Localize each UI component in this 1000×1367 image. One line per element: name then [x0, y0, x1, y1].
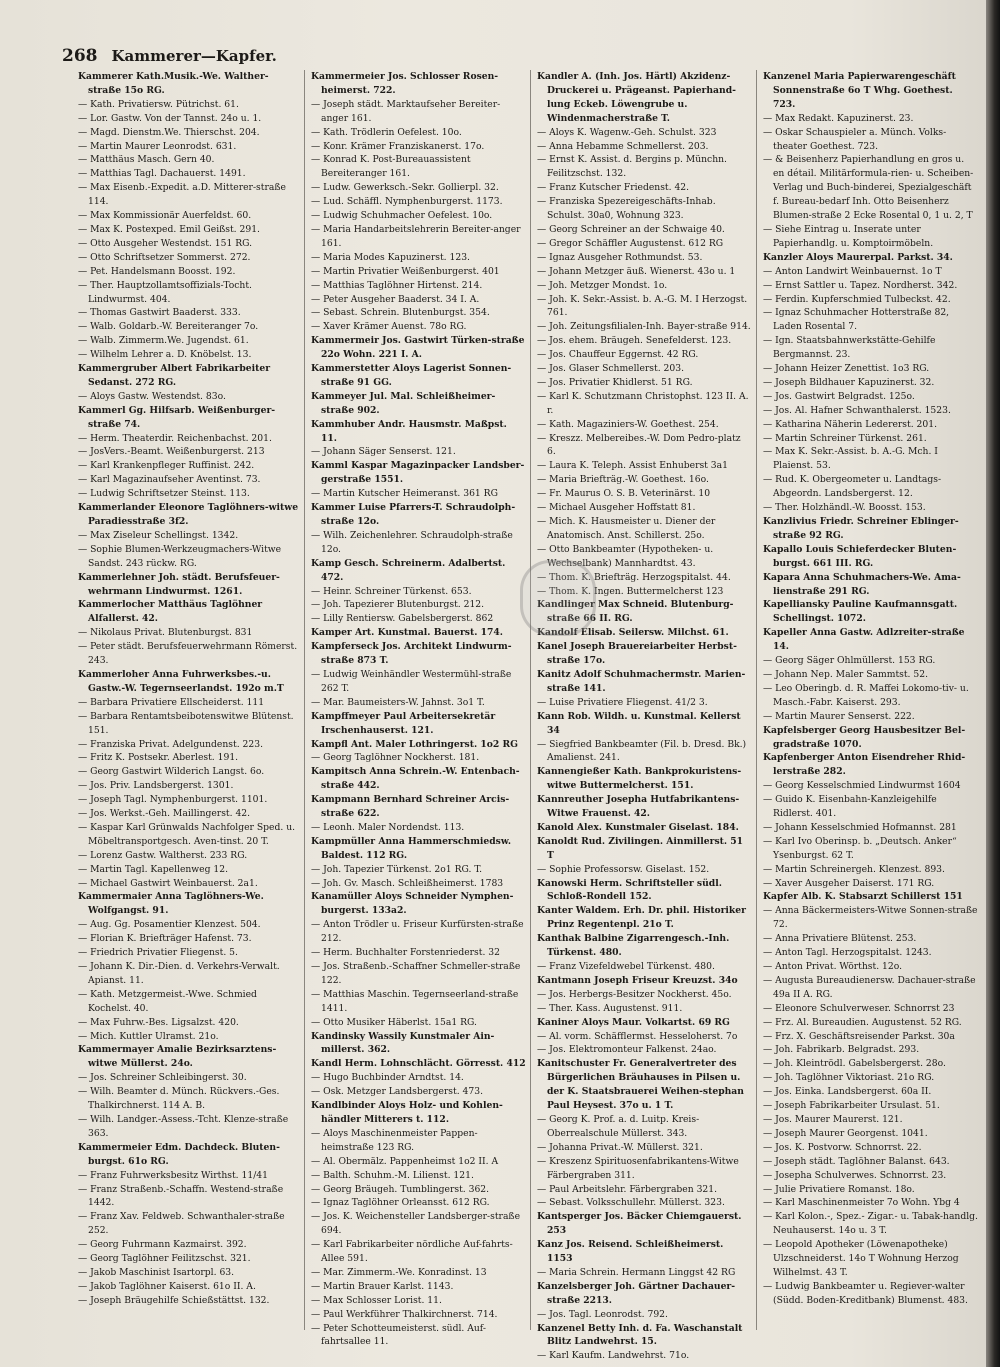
directory-entry: — Ther. Hauptzollamtsoffizials-Tocht. Lindwurmst. 404. — [78, 279, 252, 305]
directory-entry: — Wilh. Landger.-Assess.-Tcht. Klenze-straße 363. — [78, 1113, 289, 1139]
directory-entry: — Joh. Gv. Masch. Schleißheimerst. 1783 — [311, 877, 504, 889]
directory-entry: — Friedrich Privatier Fliegenst. 5. — [78, 947, 238, 959]
directory-entry: — Georg Taglöhner Feilitzschst. 321. — [78, 1253, 251, 1265]
directory-entry: — Wilh. Zeichenlehrer. Schraudolph-straße 12o. — [311, 529, 513, 555]
directory-entry: — Franziska Spezereigeschäfts-Inhab. Schulst. 30a0, Wohnung 323. — [537, 196, 716, 222]
directory-entry: — Konr. Krämer Franziskanerst. 17o. — [311, 140, 485, 152]
directory-entry: — Ignaz Schuhmacher Hotterstraße 82, Laden Rosental 7. — [763, 307, 950, 333]
directory-entry: — Otto Ausgeher Westendst. 151 RG. — [78, 237, 253, 249]
directory-entry: — Wilh. Beamter d. Münch. Rückvers.-Ges. Thalkirchnerst. 114 A. B. — [78, 1086, 280, 1112]
directory-entry: Kandolf Elisab. Seilersw. Milchst. 61. — [537, 627, 729, 639]
directory-entry: — Joseph Maurer Georgenst. 1041. — [763, 1127, 928, 1139]
directory-entry: — Martin Schreiner Türkenst. 261. — [763, 432, 927, 444]
directory-entry: — Otto Musiker Häberlst. 15a1 RG. — [311, 1016, 477, 1028]
directory-entry: — Joh. Tapezier Türkenst. 2o1 RG. T. — [311, 863, 483, 875]
directory-entry: — Georg Taglöhner Nockherst. 181. — [311, 752, 480, 764]
directory-entry: — Kreszz. Melbereibes.-W. Dom Pedro-platz 6. — [537, 432, 741, 458]
directory-entry: Kammerlander Eleonore Taglöhners-witwe Paradiesstraße 3f2. — [78, 502, 299, 527]
directory-entry: Kampmann Bernhard Schreiner Arcis-straße 622. — [311, 794, 510, 820]
directory-entry: — Mich. Kuttler Ulramst. 21o. — [78, 1030, 219, 1042]
directory-entry: — Joh. Kleintrödl. Gabelsbergerst. 28o. — [763, 1058, 946, 1070]
directory-entry: — Georg Schreiner an der Schwaige 40. — [537, 223, 725, 235]
directory-entry: — Jos. Tagl. Leonrodst. 792. — [537, 1308, 668, 1320]
directory-entry: Kamp Gesch. Schreinerm. Adalbertst. 472. — [311, 557, 506, 583]
directory-entry: Kammhuber Andr. Hausmstr. Maßpst. 11. — [311, 418, 507, 444]
directory-entry: — Karl Kaufm. Landwehrst. 71o. — [537, 1350, 690, 1362]
directory-entry: — Lorenz Gastw. Waltherst. 233 RG. — [78, 849, 248, 861]
directory-entry: — Paul Arbeitslehr. Färbergraben 321. — [537, 1183, 718, 1195]
directory-entry: Kammerstetter Aloys Lagerist Sonnen-straße 91 GG. — [311, 363, 512, 388]
directory-entry: — Franziska Privat. Adelgundenst. 223. — [78, 738, 263, 750]
directory-entry: — Laura K. Teleph. Assist Enhuberst 3a1 — [537, 460, 728, 472]
directory-entry: — & Beisenherz Papierhandlung en gros u. en détail. Militärformula-rien- u. Scheiben-Verlag und Buch-binderei, Spezialgeschäft f. Bureau-bedarf Inh. Otto Beisenherz Blumen-straße 2 Ecke Rosental 0, 1 u. 2, T — [763, 154, 974, 222]
directory-entry: Kammermeier Jos. Schlosser Rosen-heimerst. 722. — [311, 71, 499, 96]
directory-entry: Kannreuther Josepha Hutfabrikantens-Witwe Frauenst. 42. — [537, 794, 740, 820]
directory-entry: — Karl Maschinenmeister 7o Wohn. Ybg 4 — [763, 1197, 960, 1209]
directory-entry: Kampffmeyer Paul Arbeitersekretär Irschenhauserst. 121. — [311, 710, 496, 736]
directory-entry: — Joseph Tagl. Nymphenburgerst. 1101. — [78, 794, 268, 806]
directory-entry: Kammermeier Edm. Dachdeck. Bluten-burgst. 61o RG. — [78, 1141, 280, 1167]
page-header — [62, 46, 277, 70]
directory-entry: Kanzlivius Friedr. Schreiner Eblinger-straße 92 RG. — [763, 516, 959, 541]
directory-entry: Kannengießer Kath. Bankprokuristens-witwe Buttermelcherst. 151. — [537, 766, 742, 792]
directory-entry: — Osk. Metzger Landsbergerst. 473. — [311, 1086, 483, 1098]
directory-entry: — Martin Brauer Karlst. 1143. — [311, 1280, 454, 1292]
directory-entry: — Sophie Professorsw. Giselast. 152. — [537, 863, 710, 875]
directory-entry: Kandinsky Wassily Kunstmaler Ain-millerst. 362. — [311, 1030, 495, 1056]
directory-entry: — Ludwig Schriftsetzer Steinst. 113. — [78, 488, 250, 500]
directory-entry: — Anton Trödler u. Friseur Kurfürsten-straße 212. — [311, 919, 524, 945]
directory-entry: — Michael Ausgeher Hoffstatt 81. — [537, 502, 696, 514]
directory-entry: Kapara Anna Schuhmachers-We. Ama-lienstraße 291 RG. — [763, 571, 961, 597]
directory-entry: — Karl Kolon.-, Spez.- Zigar.- u. Tabak-handlg. Neuhauserst. 14o u. 3 T. — [763, 1211, 978, 1237]
directory-entry: — Nikolaus Privat. Blutenburgst. 831 — [78, 627, 253, 639]
directory-entry: — Joseph städt. Marktaufseher Bereiter-anger 161. — [311, 98, 501, 124]
directory-entry: — Aug. Gg. Posamentier Klenzest. 504. — [78, 919, 261, 931]
directory-entry: — Johann K. Dir.-Dien. d. Verkehrs-Verwalt. Apianst. 11. — [78, 961, 280, 986]
directory-entry: Kantmann Joseph Friseur Kreuzst. 34o — [537, 974, 738, 986]
directory-entry: — Gregor Schäffler Augustenst. 612 RG — [537, 237, 724, 249]
directory-entry: — Georg Säger Ohlmüllerst. 153 RG. — [763, 655, 936, 667]
directory-entry: — Max Kommissionär Auerfeldst. 60. — [78, 210, 252, 222]
directory-entry: Kanter Waldem. Erh. Dr. phil. Historiker Prinz Regentenpl. 21o T. — [537, 905, 746, 931]
directory-entry: Kampferseck Jos. Architekt Lindwurm-straße 873 T. — [311, 641, 512, 667]
directory-entry: Kamml Kaspar Magazinpacker Landsber-gerstraße 1551. — [311, 460, 525, 486]
directory-entry: — JosVers.-Beamt. Weißenburgerst. 213 — [78, 446, 265, 458]
directory-columns — [78, 70, 984, 1362]
directory-entry: — Joseph städt. Taglöhner Balanst. 643. — [763, 1155, 950, 1167]
directory-entry: Kandlinger Max Schneid. Blutenburg-straße 66 II. RG. — [537, 599, 734, 625]
directory-entry: — Max K. Sekr.-Assist. b. A.-G. Mch. I Plaienst. 53. — [763, 446, 938, 472]
paper-clip-shadow — [520, 560, 596, 636]
directory-entry: — Ernst Sattler u. Tapez. Nordherst. 342. — [763, 279, 958, 291]
directory-entry: Kapeller Anna Gastw. Adlzreiter-straße 14. — [763, 627, 965, 653]
directory-entry: — Frz. X. Geschäftsreisender Parkst. 30a — [763, 1030, 955, 1042]
directory-entry: — Johann Heizer Zenettist. 1o3 RG. — [763, 363, 930, 375]
directory-entry: — Leo Oberingb. d. R. Maffei Lokomo-tiv- u. Masch.-Fabr. Kaiserst. 293. — [763, 682, 969, 708]
directory-entry: Kanz Jos. Reisend. Schleißheimerst. 1153 — [537, 1239, 724, 1265]
directory-entry: — Franz Kutscher Friedenst. 42. — [537, 182, 690, 194]
directory-entry: — Joh. Taglöhner Viktoriast. 21o RG. — [763, 1072, 935, 1084]
directory-entry: — Georg Gastwirt Wilderich Langst. 6o. — [78, 766, 265, 778]
directory-entry: — Max Redakt. Kapuzinerst. 23. — [763, 112, 914, 124]
directory-entry: — Max Fuhrw.-Bes. Ligsalzst. 420. — [78, 1016, 239, 1028]
directory-entry: — Walb. Goldarb.-W. Bereiteranger 7o. — [78, 321, 259, 333]
directory-entry: Kandler A. (Inh. Jos. Härtl) Akzidenz-Druckerei u. Prägeanst. Papierhand-lung Eckeb. Löwengrube u. Windenmacherstraße T. — [537, 71, 736, 124]
directory-entry: — Oskar Schauspieler a. Münch. Volks-theater Goethest. 723. — [763, 126, 947, 152]
directory-entry: — Fritz K. Postsekr. Aberlest. 191. — [78, 752, 239, 764]
directory-entry: — Katharina Näherin Ledererst. 201. — [763, 418, 938, 430]
directory-entry: — Georg K. Prof. a. d. Luitp. Kreis-Oberrealschule Müllerst. 343. — [537, 1113, 700, 1139]
directory-entry: — Joh. Tapezierer Blutenburgst. 212. — [311, 599, 485, 611]
directory-entry: Kanoldt Rud. Zivilingen. Ainmillerst. 51 T — [537, 835, 744, 861]
directory-entry: Kammerl Gg. Hilfsarb. Weißenburger-straße 74. — [78, 404, 276, 430]
directory-entry: — Maria Modes Kapuzinerst. 123. — [311, 251, 470, 263]
directory-entry: Kammer Luise Pfarrers-T. Schraudolph-straße 12o. — [311, 502, 516, 527]
directory-entry: Kanitschuster Fr. Generalvertreter des Bürgerlichen Bräuhauses in Pilsen u. der K. Staatsbrauerei Weihen-stephan Paul Heysest. 37o u. 1 T. — [537, 1058, 744, 1112]
directory-entry: Kapelliansky Pauline Kaufmannsgatt. Schellingst. 1072. — [763, 599, 958, 625]
directory-entry: — Georg Kesselschmied Lindwurmst 1604 — [763, 780, 961, 792]
directory-entry: — Jos. Priv. Landsbergerst. 1301. — [78, 780, 234, 792]
directory-entry: — Al. vorm. Schäfflermst. Hesseloherst. 7o — [537, 1030, 738, 1042]
directory-entry: Kanowski Herm. Schriftsteller südl. Schloß-Rondell 152. — [537, 877, 722, 903]
directory-entry: Kann Rob. Wildh. u. Kunstmal. Kellerst 34 — [537, 710, 741, 736]
directory-entry: — Matthias Maschin. Tegernseerland-straße 1411. — [311, 988, 519, 1014]
directory-entry: — Ernst K. Assist. d. Bergins p. Münchn. Feilitzschst. 132. — [537, 154, 727, 180]
directory-entry: — Luise Privatiere Fliegenst. 41/2 3. — [537, 696, 708, 708]
directory-entry: Kammeyer Jul. Mal. Schleißheimer-straße 902. — [311, 390, 496, 416]
directory-entry: — Heinr. Schreiner Türkenst. 653. — [311, 585, 472, 597]
directory-entry: Kampitsch Anna Schrein.-W. Entenbach-straße 442. — [311, 766, 520, 792]
directory-entry: Kapfer Alb. K. Stabsarzt Schillerst 151 — [763, 891, 963, 903]
directory-entry: Kanel Joseph Brauereiarbeiter Herbst-straße 17o. — [537, 641, 737, 667]
directory-entry: Kampfl Ant. Maler Lothringerst. 1o2 RG — [311, 738, 518, 750]
directory-entry: — Joseph Bräugehilfe Schießstättst. 132. — [78, 1294, 270, 1306]
directory-entry: — Johann Nep. Maler Sammtst. 52. — [763, 668, 928, 680]
directory-entry: — Mich. K. Hausmeister u. Diener der Anatomisch. Anst. Schillerst. 25o. — [537, 516, 716, 541]
directory-entry: Kammermeir Jos. Gastwirt Türken-straße 22o Wohn. 221 I. A. — [311, 335, 525, 361]
page-number: 268 — [62, 46, 98, 66]
directory-entry: Kantsperger Jos. Bäcker Chiemgauerst. 253 — [537, 1211, 742, 1237]
running-title: Kammerer—Kapfer. — [111, 47, 277, 65]
directory-entry: — Franz Vizefeldwebel Türkenst. 480. — [537, 961, 715, 972]
directory-entry: Kampmüller Anna Hammerschmiedsw. Baldest. 112 RG. — [311, 835, 512, 861]
directory-entry: — Aloys Maschinenmeister Pappen-heimstraße 123 RG. — [311, 1127, 478, 1153]
directory-entry: — Ferdin. Kupferschmied Tulbeckst. 42. — [763, 293, 951, 305]
directory-entry: — Thom. K. Briefträg. Herzogspitalst. 44. — [537, 571, 731, 583]
directory-entry: — Mar. Zimmerm.-We. Konradinst. 13 — [311, 1266, 487, 1278]
directory-entry: — Lilly Rentiersw. Gabelsbergerst. 862 — [311, 613, 494, 625]
directory-entry: — Matthias Tagl. Dachauerst. 1491. — [78, 168, 246, 180]
directory-entry: — Jos. ehem. Bräugeh. Senefelderst. 123. — [537, 335, 732, 347]
directory-entry: — Guido K. Eisenbahn-Kanzleigehilfe Ridlerst. 401. — [763, 794, 937, 820]
directory-entry: — Aloys Gastw. Westendst. 83o. — [78, 390, 226, 402]
directory-entry: — Herm. Buchhalter Forstenriederst. 32 — [311, 947, 500, 959]
directory-entry: — Jos. Privatier Khidlerst. 51 RG. — [537, 376, 693, 388]
directory-entry: — Kath. Trödlerin Oefelest. 10o. — [311, 126, 462, 138]
directory-entry: Kammermayer Amalie Bezirksarztens-witwe Müllerst. 24o. — [78, 1044, 277, 1070]
directory-entry: — Martin Maurer Leonrodst. 631. — [78, 140, 237, 152]
book-spine-edge — [986, 0, 1000, 1367]
directory-entry: — Jos. K. Postvorw. Schnorrst. 22. — [763, 1141, 922, 1153]
directory-entry: — Hugo Buchbinder Arndtst. 14. — [311, 1072, 464, 1084]
directory-entry: — Jos. Glaser Schmellerst. 203. — [537, 363, 685, 375]
directory-entry: — Barbara Privatiere Ellscheiderst. 111 — [78, 696, 265, 708]
directory-entry: — Pet. Handelsmann Boosst. 192. — [78, 265, 236, 277]
directory-entry: — Mar. Baumeisters-W. Jahnst. 3o1 T. — [311, 696, 485, 708]
directory-entry: — Barbara Rentamtsbeibotenswitwe Blütenst. 151. — [78, 710, 294, 736]
directory-entry: — Ign. Staatsbahnwerkstätte-Gehilfe Bergmannst. 23. — [763, 335, 936, 361]
directory-entry: — Joseph Fabrikarbeiter Ursulast. 51. — [763, 1100, 940, 1112]
directory-entry: — Max Ziseleur Schellingst. 1342. — [78, 529, 239, 541]
column-2 — [304, 70, 530, 1348]
directory-entry: — Paul Werkführer Thalkirchnerst. 714. — [311, 1308, 498, 1320]
directory-entry: — Kreszenz Spirituosenfabrikantens-Witwe Färbergraben 311. — [537, 1155, 739, 1181]
directory-entry: — Kaspar Karl Grünwalds Nachfolger Sped. u. Möbeltransportgesch. Aven-tinst. 20 T. — [78, 821, 296, 847]
directory-entry: — Johanna Privat.-W. Müllerst. 321. — [537, 1141, 703, 1153]
directory-entry: — Georg Bräugeh. Tumblingerst. 362. — [311, 1183, 490, 1195]
directory-entry: — Franz Straßenb.-Schaffn. Westend-straße 1442. — [78, 1183, 284, 1209]
directory-entry: — Sophie Blumen-Werkzeugmachers-Witwe Sandst. 243 rückw. RG. — [78, 543, 282, 569]
directory-entry: Kandlbinder Aloys Holz- und Kohlen-händler Mitterers t. 112. — [311, 1100, 503, 1125]
directory-entry: — Lor. Gastw. Von der Tannst. 24o u. 1. — [78, 112, 262, 124]
directory-entry: — Johann Kesselschmied Hofmannst. 281 — [763, 821, 957, 833]
directory-entry: — Jos. Werkst.-Geh. Maillingerst. 42. — [78, 808, 251, 820]
directory-entry: — Peter städt. Berufsfeuerwehrmann Römerst. 243. — [78, 641, 298, 667]
directory-entry: — Michael Gastwirt Weinbauerst. 2a1. — [78, 877, 258, 889]
column-3 — [530, 70, 756, 1362]
directory-entry: — Leopold Apotheker (Löwenapotheke) Ulzschneiderst. 14o T Wohnung Herzog Wilhelmst. 43 T. — [763, 1239, 959, 1278]
directory-entry: — Anna Hebamme Schmellerst. 203. — [537, 140, 709, 152]
directory-entry: Kandl Herm. Lohnschlächt. Görresst. 412 — [311, 1058, 526, 1070]
directory-entry: — Franz Fuhrwerksbesitz Wirthst. 11/41 — [78, 1169, 268, 1181]
directory-entry: — Ludwig Bankbeamter u. Regiever-walter (Südd. Boden-Kreditbank) Blumenst. 483. — [763, 1280, 968, 1306]
directory-entry: — Jos. Chauffeur Eggernst. 42 RG. — [537, 349, 699, 361]
directory-entry: Kamper Art. Kunstmal. Bauerst. 174. — [311, 627, 503, 639]
directory-entry: — Frz. Al. Bureaudien. Augustenst. 52 RG. — [763, 1016, 962, 1028]
directory-entry: — Siegfried Bankbeamter (Fil. b. Dresd. Bk.) Amalienst. 241. — [537, 738, 747, 764]
directory-entry: Kammerer Kath.Musik.-We. Walther-straße 15o RG. — [78, 71, 269, 96]
directory-entry: — Kath. Metzgermeist.-Wwe. Schmied Kochelst. 40. — [78, 988, 257, 1014]
directory-entry: — Josepha Schulverwes. Schnorrst. 23. — [763, 1169, 947, 1181]
column-4 — [756, 70, 982, 1330]
directory-entry: — Walb. Zimmerm.We. Jugendst. 61. — [78, 335, 249, 347]
directory-entry: — Jos. Schreiner Schleibingerst. 30. — [78, 1072, 247, 1084]
directory-entry: — Thomas Gastwirt Baaderst. 333. — [78, 307, 241, 319]
directory-entry: — Ludwig Weinhändler Westermühl-straße 262 T. — [311, 668, 512, 694]
directory-entry: — Ignaz Taglöhner Orleansst. 612 RG. — [311, 1197, 490, 1209]
directory-entry: — Jakob Taglöhner Kaiserst. 61o II. A. — [78, 1280, 256, 1292]
directory-entry: Kammergruber Albert Fabrikarbeiter Sedanst. 272 RG. — [78, 363, 271, 388]
directory-entry: — Karl K. Schutzmann Christophst. 123 II. A. r. — [537, 390, 749, 416]
directory-entry: — Balth. Schuhm.-M. Lilienst. 121. — [311, 1169, 474, 1181]
directory-entry: Kammerlocher Matthäus Taglöhner Alfallerst. 42. — [78, 599, 263, 625]
directory-entry: Kanzenel Maria Papierwarengeschäft Sonnenstraße 6o T Whg. Goethest. 723. — [763, 71, 956, 110]
directory-entry: — Anton Privat. Wörthst. 12o. — [763, 961, 903, 972]
column-1 — [78, 70, 304, 1330]
directory-entry: — Lud. Schäffl. Nymphenburgerst. 1173. — [311, 196, 503, 208]
directory-entry: Kammermaier Anna Taglöhners-We. Wolfgangst. 91. — [78, 891, 264, 917]
directory-entry: — Al. Obermälz. Pappenheimst 1o2 II. A — [311, 1155, 499, 1167]
directory-entry: — Jos. Maurer Maurerst. 121. — [763, 1113, 903, 1125]
directory-entry: — Maria Handarbeitslehrerin Bereiter-anger 161. — [311, 223, 521, 249]
directory-entry: — Jakob Maschinist Isartorpl. 63. — [78, 1266, 235, 1278]
directory-entry: Kapallo Louis Schieferdecker Bluten-burgst. 661 III. RG. — [763, 543, 957, 569]
directory-entry: — Karl Magazinaufseher Aventinst. 73. — [78, 474, 261, 486]
directory-entry: — Julie Privatiere Romanst. 18o. — [763, 1183, 915, 1195]
directory-entry: — Max Schlosser Lorist. 11. — [311, 1294, 442, 1306]
directory-entry: — Wilhelm Lehrer a. D. Knöbelst. 13. — [78, 349, 252, 361]
directory-entry: — Aloys K. Wagenw.-Geh. Schulst. 323 — [537, 126, 717, 138]
directory-entry: — Eleonore Schulverweser. Schnorrst 23 — [763, 1002, 955, 1014]
directory-entry: — Florian K. Briefträger Hafenst. 73. — [78, 933, 252, 945]
directory-entry: Kanzenel Betty Inh. d. Fa. Waschanstalt Blitz Landwehrst. 15. — [537, 1322, 743, 1348]
directory-entry: — Anna Bäckermeisters-Witwe Sonnen-straße 72. — [763, 905, 978, 931]
directory-entry: — Karl Fabrikarbeiter nördliche Auf-fahrts-Allee 591. — [311, 1239, 513, 1265]
directory-entry: — Franz Xav. Feldweb. Schwanthaler-straße 252. — [78, 1211, 285, 1237]
directory-entry: — Matthias Taglöhner Hirtenst. 214. — [311, 279, 483, 291]
directory-entry: — Ludwig Schuhmacher Oefelest. 10o. — [311, 210, 493, 222]
directory-entry: Kanzelsberger Joh. Gärtner Dachauer-straße 2213. — [537, 1280, 736, 1306]
directory-entry: — Jos. Einka. Landsbergerst. 60a II. — [763, 1086, 932, 1098]
directory-entry: — Magd. Dienstm.We. Thierschst. 204. — [78, 126, 260, 138]
directory-entry: — Joh. K. Sekr.-Assist. b. A.-G. M. I Herzogst. 761. — [537, 293, 748, 319]
directory-entry: — Thom. K. Ingen. Buttermelcherst 123 — [537, 585, 724, 597]
directory-entry: — Peter Schotteumeisterst. südl. Auf-fahrtsallee 11. — [311, 1322, 486, 1348]
directory-entry: — Ignaz Ausgeher Rothmundst. 53. — [537, 251, 703, 263]
directory-entry: — Johann Metzger äuß. Wienerst. 43o u. 1 — [537, 265, 736, 277]
directory-entry: — Joh. Fabrikarb. Belgradst. 293. — [763, 1044, 920, 1056]
directory-entry: — Herm. Theaterdir. Reichenbachst. 201. — [78, 432, 272, 444]
directory-entry: Kanzler Aloys Maurerpal. Parkst. 34. — [763, 251, 953, 263]
directory-entry: — Leonh. Maler Nordendst. 113. — [311, 821, 465, 833]
directory-entry: Kammerloher Anna Fuhrwerksbes.-u. Gastw.-W. Tegernseerlandst. 192o m.T — [78, 668, 284, 694]
directory-entry: — Xaver Ausgeher Daiserst. 171 RG. — [763, 877, 935, 889]
directory-entry: — Jos. Herbergs-Besitzer Nockherst. 45o. — [537, 988, 732, 1000]
directory-entry: — Sebast. Volksschullehr. Müllerst. 323. — [537, 1197, 725, 1209]
directory-entry: — Peter Ausgeher Baaderst. 34 I. A. — [311, 293, 480, 305]
directory-entry: Kammerlehner Joh. städt. Berufsfeuer-wehrmann Lindwurmst. 1261. — [78, 571, 280, 597]
directory-entry: — Joh. Zeitungsfilialen-Inh. Bayer-straße 914. — [537, 321, 751, 333]
directory-entry: — Konrad K. Post-Bureauassistent Bereiteranger 161. — [311, 154, 471, 180]
directory-entry: — Anton Landwirt Weinbauernst. 1o T — [763, 265, 942, 277]
directory-entry: — Kath. Magaziniers-W. Goethest. 254. — [537, 418, 719, 430]
directory-entry: — Maria Schrein. Hermann Linggst 42 RG — [537, 1266, 736, 1278]
directory-entry: Kanamüller Aloys Schneider Nymphen-burgerst. 133a2. — [311, 891, 514, 917]
directory-entry: — Otto Bankbeamter (Hypotheken- u. Wechselbank) Mannhardtst. 43. — [537, 543, 714, 569]
directory-entry: Kapfelsberger Georg Hausbesitzer Bel-gradstraße 1070. — [763, 724, 966, 750]
directory-entry: — Martin Tagl. Kapellenweg 12. — [78, 863, 229, 875]
directory-entry: — Jos. Gastwirt Belgradst. 125o. — [763, 390, 915, 402]
directory-entry: — Jos. K. Weichensteller Landsberger-straße 694. — [311, 1211, 521, 1237]
directory-entry: — Rud. K. Obergeometer u. Landtags-Abgeordn. Landsbergerst. 12. — [763, 474, 942, 500]
directory-entry: — Karl Ivo Oberinsp. b. „Deutsch. Anker“ Ysenburgst. 62 T. — [763, 835, 957, 861]
directory-entry: — Martin Privatier Weißenburgerst. 401 — [311, 265, 500, 277]
directory-entry: — Johann Säger Senserst. 121. — [311, 446, 456, 458]
directory-entry: — Georg Fuhrmann Kazmairst. 392. — [78, 1239, 247, 1251]
directory-entry: — Karl Krankenpfleger Ruffinist. 242. — [78, 460, 255, 472]
directory-entry: Kanold Alex. Kunstmaler Giselast. 184. — [537, 821, 739, 833]
directory-entry: — Martin Schreinergeh. Klenzest. 893. — [763, 863, 945, 875]
directory-entry: — Anna Privatiere Blütenst. 253. — [763, 933, 917, 945]
directory-entry: — Jos. Al. Hafner Schwanthalerst. 1523. — [763, 404, 951, 416]
directory-entry: — Ther. Holzhändl.-W. Boosst. 153. — [763, 502, 926, 514]
directory-entry: — Jos. Elektromonteur Falkenst. 24ao. — [537, 1044, 717, 1056]
directory-entry: — Martin Maurer Senserst. 222. — [763, 710, 915, 722]
directory-entry: — Anton Tagl. Herzogspitalst. 1243. — [763, 947, 932, 959]
directory-entry: — Martin Kutscher Heimeranst. 361 RG — [311, 488, 498, 500]
directory-entry: — Ludw. Gewerksch.-Sekr. Gollierpl. 32. — [311, 182, 499, 194]
directory-entry: — Otto Schriftsetzer Sommerst. 272. — [78, 251, 251, 263]
directory-entry: — Max Eisenb.-Expedit. a.D. Mitterer-straße 114. — [78, 182, 286, 208]
directory-entry: — Kath. Privatiersw. Pütrichst. 61. — [78, 98, 239, 110]
directory-entry: — Siehe Eintrag u. Inserate unter Papierhandlg. u. Komptoirmöbeln. — [763, 223, 934, 249]
directory-entry: — Max K. Postexped. Emil Geißst. 291. — [78, 223, 260, 235]
directory-entry: — Ther. Kass. Augustenst. 911. — [537, 1002, 683, 1014]
directory-entry: — Jos. Straßenb.-Schaffner Schmeller-straße 122. — [311, 961, 521, 986]
directory-entry: — Joh. Metzger Mondst. 1o. — [537, 279, 668, 291]
directory-entry: — Sebast. Schrein. Blutenburgst. 354. — [311, 307, 490, 319]
directory-entry: — Xaver Krämer Auenst. 78o RG. — [311, 321, 467, 333]
directory-entry: — Maria Briefträg.-W. Goethest. 16o. — [537, 474, 709, 486]
directory-entry: — Fr. Maurus O. S. B. Veterinärst. 10 — [537, 488, 711, 500]
directory-entry: — Matthäus Masch. Gern 40. — [78, 154, 215, 166]
directory-entry: — Augusta Bureaudienersw. Dachauer-straße 49a II A. RG. — [763, 974, 976, 1000]
directory-entry: Kaniner Aloys Maur. Volkartst. 69 RG — [537, 1016, 730, 1028]
directory-entry: Kapfenberger Anton Eisendreher Rhid-lerstraße 282. — [763, 752, 966, 778]
directory-entry: Kanitz Adolf Schuhmachermstr. Marien-straße 141. — [537, 668, 746, 694]
directory-entry: Kanthak Balbine Zigarrengesch.-Inh. Türkenst. 480. — [537, 933, 730, 959]
directory-entry: — Joseph Bildhauer Kapuzinerst. 32. — [763, 376, 935, 388]
